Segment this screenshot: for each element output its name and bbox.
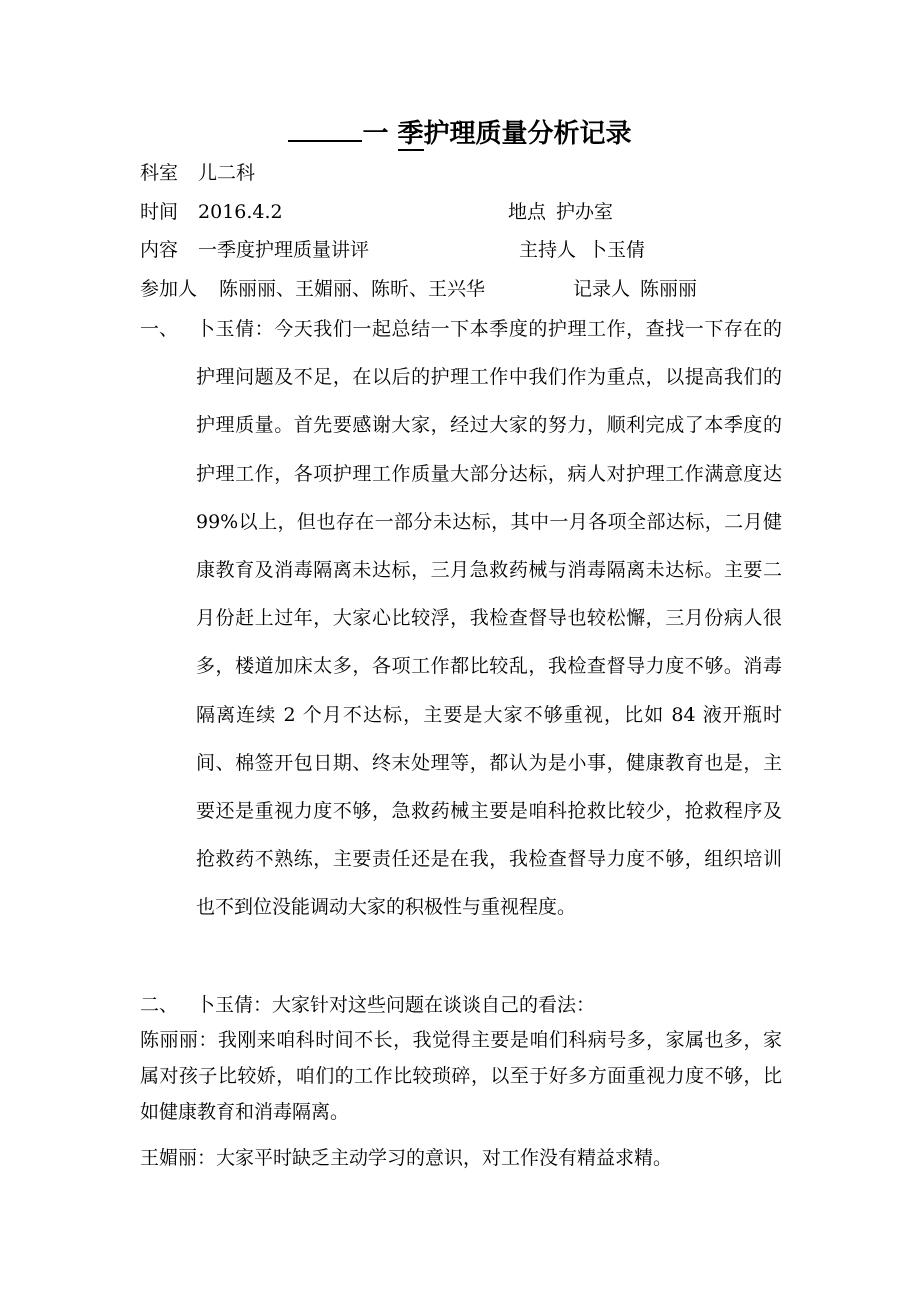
title-blank-underline	[288, 118, 362, 142]
recorder-label: 记录人	[573, 278, 631, 300]
time-row	[140, 199, 283, 225]
title-text-a: 一	[362, 119, 398, 149]
attendees-label: 参加人	[140, 278, 198, 300]
title-text-b: 护理质量分析记录	[423, 119, 632, 149]
title-text-underlined: 季	[397, 119, 424, 149]
section-1-body: 卜玉倩：今天我们一起总结一下本季度的护理工作，查找一下存在的护理问题及不足，在以后的护理工作中我们作为重点，以提高我们的护理质量。首先要感谢大家，经过大家的努力，顺利完成了本季度的护理工作，各项护理工作质量大部分达标，病人对护理工作满意度达 99%以上，但也存在一部分未达标，其中一月各项全部达标，二月健康教育及消毒隔离未达标，三月急救药械与消毒隔离未达标。主要二月份赶上过年，大家心比较浮，我检查督导也较松懈，三月份病人很多，楼道加床太多，各项工作都比较乱，我检查督导力度不够。消毒隔离连续 2 个月不达标，主要是大家不够重视，比如 84 液开瓶时间、棉签开包日期、终末处理等，都认为是小事，健康教育也是，主要还是重视力度不够，急救药械主要是咱科抢救比较少，抢救程序及抢救药不熟练，主要责任还是在我，我检查督导力度不够，组织培训也不到位没能调动大家的积极性与重视程度。	[196, 318, 782, 919]
dept-value: 儿二科	[198, 162, 256, 184]
attendees-value: 陈丽丽、王媚丽、陈昕、王兴华	[219, 278, 486, 300]
section-1-number: 一、	[140, 318, 179, 340]
host-label: 主持人	[519, 239, 577, 261]
recorder-value: 陈丽丽	[640, 278, 698, 300]
place-value: 护办室	[556, 201, 614, 223]
host-row	[519, 237, 645, 263]
host-value: 卜玉倩	[588, 239, 646, 261]
section-2-number: 二、	[140, 994, 179, 1016]
time-value: 2016.4.2	[198, 201, 283, 223]
content-row	[140, 237, 369, 263]
place-row	[508, 199, 613, 225]
section-2-body: 卜玉倩：大家针对这些问题在谈谈自己的看法：	[196, 994, 596, 1016]
recorder-row	[573, 276, 697, 302]
dept-label: 科室	[140, 162, 179, 184]
attendees-row	[140, 276, 485, 302]
dept-row	[140, 160, 255, 186]
document-title	[0, 117, 920, 151]
content-label: 内容	[140, 239, 179, 261]
remark-wang-meili: 王媚丽：大家平时缺乏主动学习的意识，对工作没有精益求精。	[140, 1147, 673, 1169]
place-label: 地点	[508, 201, 547, 223]
time-label: 时间	[140, 201, 179, 223]
remark-chen-lili: 陈丽丽：我刚来咱科时间不长，我觉得主要是咱们科病号多，家属也多，家属对孩子比较娇，咱们的工作比较琐碎，以至于好多方面重视力度不够，比如健康教育和消毒隔离。	[140, 1029, 782, 1123]
content-value: 一季度护理质量讲评	[198, 239, 370, 261]
